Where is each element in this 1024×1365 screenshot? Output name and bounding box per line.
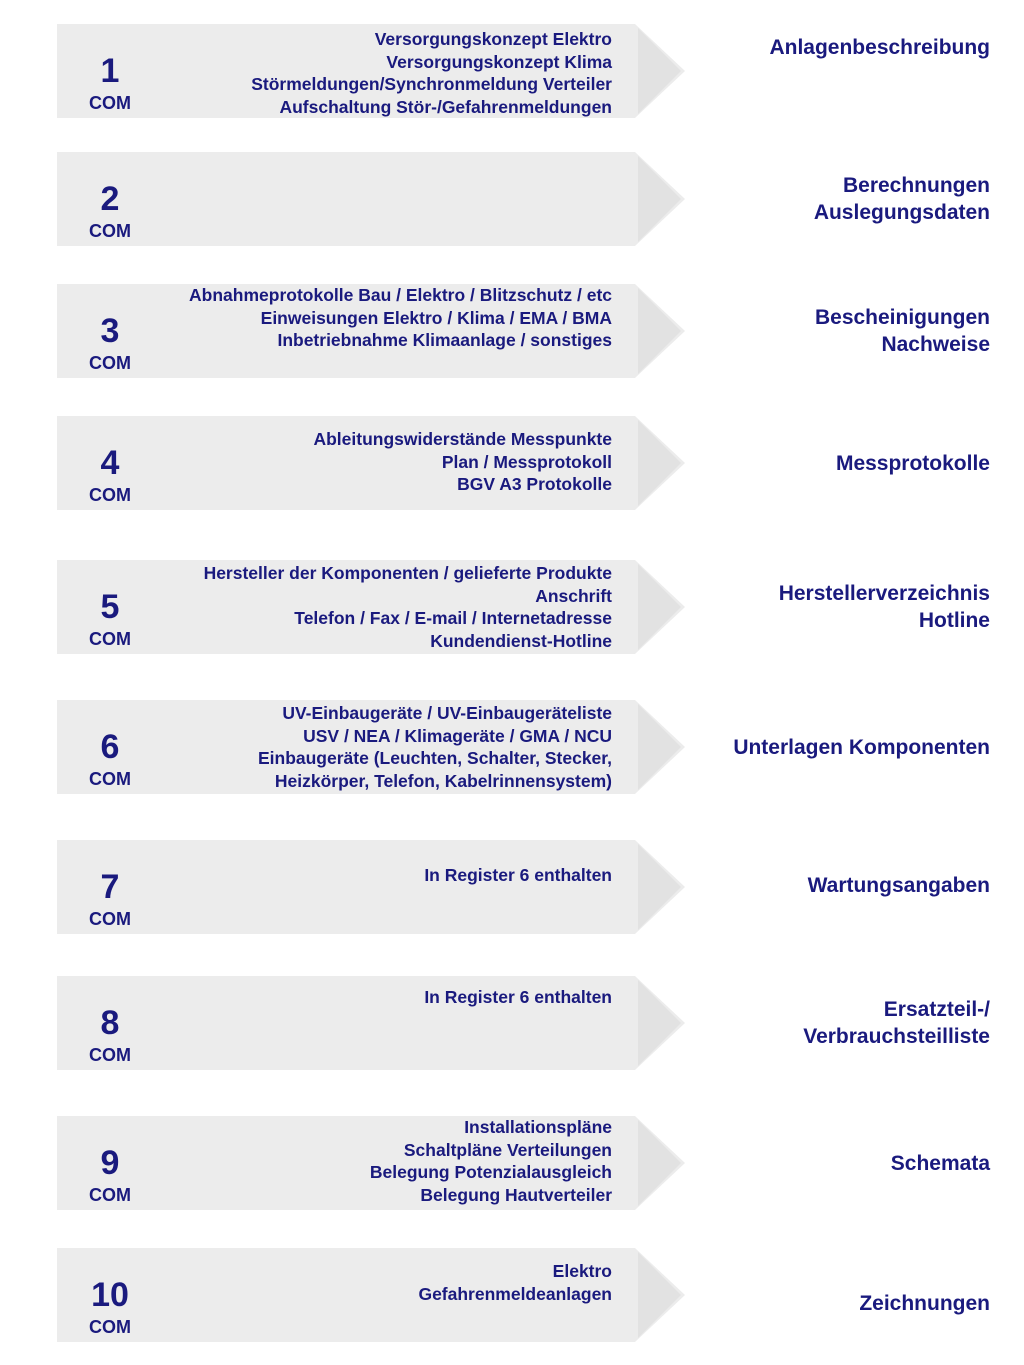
- chevron-arrow-inner-icon: [638, 704, 681, 790]
- register-tag: COM: [89, 1317, 131, 1337]
- title-line: Bescheinigungen: [814, 306, 990, 329]
- title-line: Auslegungsdaten: [813, 201, 990, 224]
- register-row: [0, 1248, 1024, 1342]
- description-line: Gefahrenmeldeanlagen: [418, 1283, 612, 1304]
- description-line: Schaltpläne Verteilungen: [403, 1139, 612, 1160]
- title-line: Unterlagen Komponenten: [733, 735, 990, 759]
- description-line: In Register 6 enthalten: [424, 865, 612, 885]
- chevron-arrow-inner-icon: [638, 1252, 681, 1338]
- chevron-arrow-inner-icon: [638, 980, 681, 1066]
- description-line: Einbaugeräte (Leuchten, Schalter, Stecker,: [257, 748, 612, 768]
- description-line: Ableitungswiderstände Messpunkte: [313, 429, 612, 449]
- description-line: BGV A3 Protokolle: [457, 474, 612, 494]
- title-line: Herstellerverzeichnis: [778, 582, 990, 605]
- chevron-arrow-inner-icon: [638, 564, 681, 650]
- register-title: [891, 1116, 990, 1210]
- register-description: [424, 986, 612, 1009]
- title-line: Wartungsangaben: [807, 873, 990, 897]
- description-line: Elektro: [552, 1261, 612, 1281]
- description-line: Belegung Hautverteiler: [420, 1184, 612, 1205]
- register-row: [0, 840, 1024, 934]
- register-description: [204, 562, 612, 652]
- register-tag: COM: [89, 1185, 131, 1205]
- register-row: [0, 284, 1024, 378]
- chevron-arrow-inner-icon: [638, 1120, 681, 1206]
- register-row: [0, 152, 1024, 246]
- title-line: Anlagenbeschreibung: [769, 35, 990, 59]
- register-description: [370, 1116, 612, 1206]
- description-line: Plan / Messprotokoll: [441, 451, 612, 472]
- description-line: Anschrift: [535, 585, 612, 606]
- register-description: [418, 1260, 612, 1305]
- description-line: Inbetriebnahme Klimaanlage / sonstiges: [277, 330, 612, 350]
- description-line: Belegung Potenzialausgleich: [369, 1162, 612, 1182]
- register-number: 1: [100, 52, 120, 90]
- title-line: Ersatzteil-/: [883, 998, 990, 1021]
- description-line: USV / NEA / Klimageräte / GMA / NCU: [303, 725, 612, 746]
- description-line: Telefon / Fax / E-mail / Internetadresse: [294, 608, 612, 628]
- chevron-arrow-inner-icon: [638, 844, 681, 930]
- register-number: 7: [100, 868, 120, 906]
- register-tag: COM: [89, 93, 131, 113]
- title-line: Nachweise: [881, 333, 990, 356]
- register-tag: COM: [89, 629, 131, 649]
- register-title: [836, 416, 990, 510]
- register-tag: COM: [89, 909, 131, 929]
- description-line: Versorgungskonzept Elektro: [374, 29, 612, 49]
- chevron-arrow-inner-icon: [638, 420, 681, 506]
- register-title: [769, 0, 990, 94]
- register-number: 9: [100, 1144, 120, 1182]
- description-line: Heizkörper, Telefon, Kabelrinnensystem): [274, 770, 612, 791]
- description-line: Versorgungskonzept Klima: [386, 51, 612, 72]
- register-number: 6: [100, 728, 120, 766]
- register-row: [0, 976, 1024, 1070]
- title-line: Berechnungen: [842, 174, 990, 197]
- register-tag: COM: [89, 353, 131, 373]
- description-line: Abnahmeprotokolle Bau / Elektro / Blitzschutz / etc: [189, 285, 612, 305]
- register-row: [0, 560, 1024, 654]
- register-title: [733, 700, 990, 794]
- register-row: [0, 1116, 1024, 1210]
- register-number: 2: [100, 180, 120, 218]
- register-number: 5: [100, 588, 120, 626]
- register-number: 8: [100, 1004, 120, 1042]
- register-title: [814, 152, 990, 246]
- register-row: [0, 416, 1024, 510]
- description-line: Aufschaltung Stör-/Gefahrenmeldungen: [279, 96, 612, 117]
- register-description: [251, 28, 612, 118]
- register-number: 10: [91, 1276, 129, 1314]
- description-line: Hersteller der Komponenten / gelieferte Produkte: [203, 563, 612, 583]
- description-line: In Register 6 enthalten: [424, 987, 612, 1007]
- chevron-arrow-inner-icon: [638, 156, 681, 242]
- register-description: [424, 864, 612, 887]
- chevron-arrow-inner-icon: [638, 288, 681, 374]
- register-tag: COM: [89, 221, 131, 241]
- register-number: 4: [100, 444, 120, 482]
- register-title: [779, 560, 990, 654]
- register-description: [313, 428, 612, 496]
- register-tag: COM: [89, 769, 131, 789]
- register-row: [0, 700, 1024, 794]
- description-line: Störmeldungen/Synchronmeldung Verteiler: [251, 74, 612, 94]
- chevron-arrow-inner-icon: [638, 28, 681, 114]
- title-line: Hotline: [918, 609, 990, 632]
- description-line: UV-Einbaugeräte / UV-Einbaugeräteliste: [282, 703, 612, 723]
- register-tag: COM: [89, 1045, 131, 1065]
- register-title: [859, 1256, 990, 1350]
- description-line: Einweisungen Elektro / Klima / EMA / BMA: [260, 307, 612, 328]
- title-line: Verbrauchsteilliste: [803, 1025, 990, 1048]
- register-title: [803, 976, 990, 1070]
- title-line: Zeichnungen: [859, 1291, 990, 1315]
- register-tag: COM: [89, 485, 131, 505]
- register-row: [0, 24, 1024, 118]
- title-line: Messprotokolle: [835, 451, 990, 475]
- register-description: [258, 702, 612, 792]
- description-line: Kundendienst-Hotline: [430, 630, 612, 651]
- register-description: [189, 284, 612, 352]
- description-line: Installationspläne: [464, 1117, 612, 1137]
- register-title: [808, 838, 990, 932]
- register-number: 3: [100, 312, 120, 350]
- title-line: Schemata: [890, 1151, 990, 1175]
- register-title: [815, 284, 990, 378]
